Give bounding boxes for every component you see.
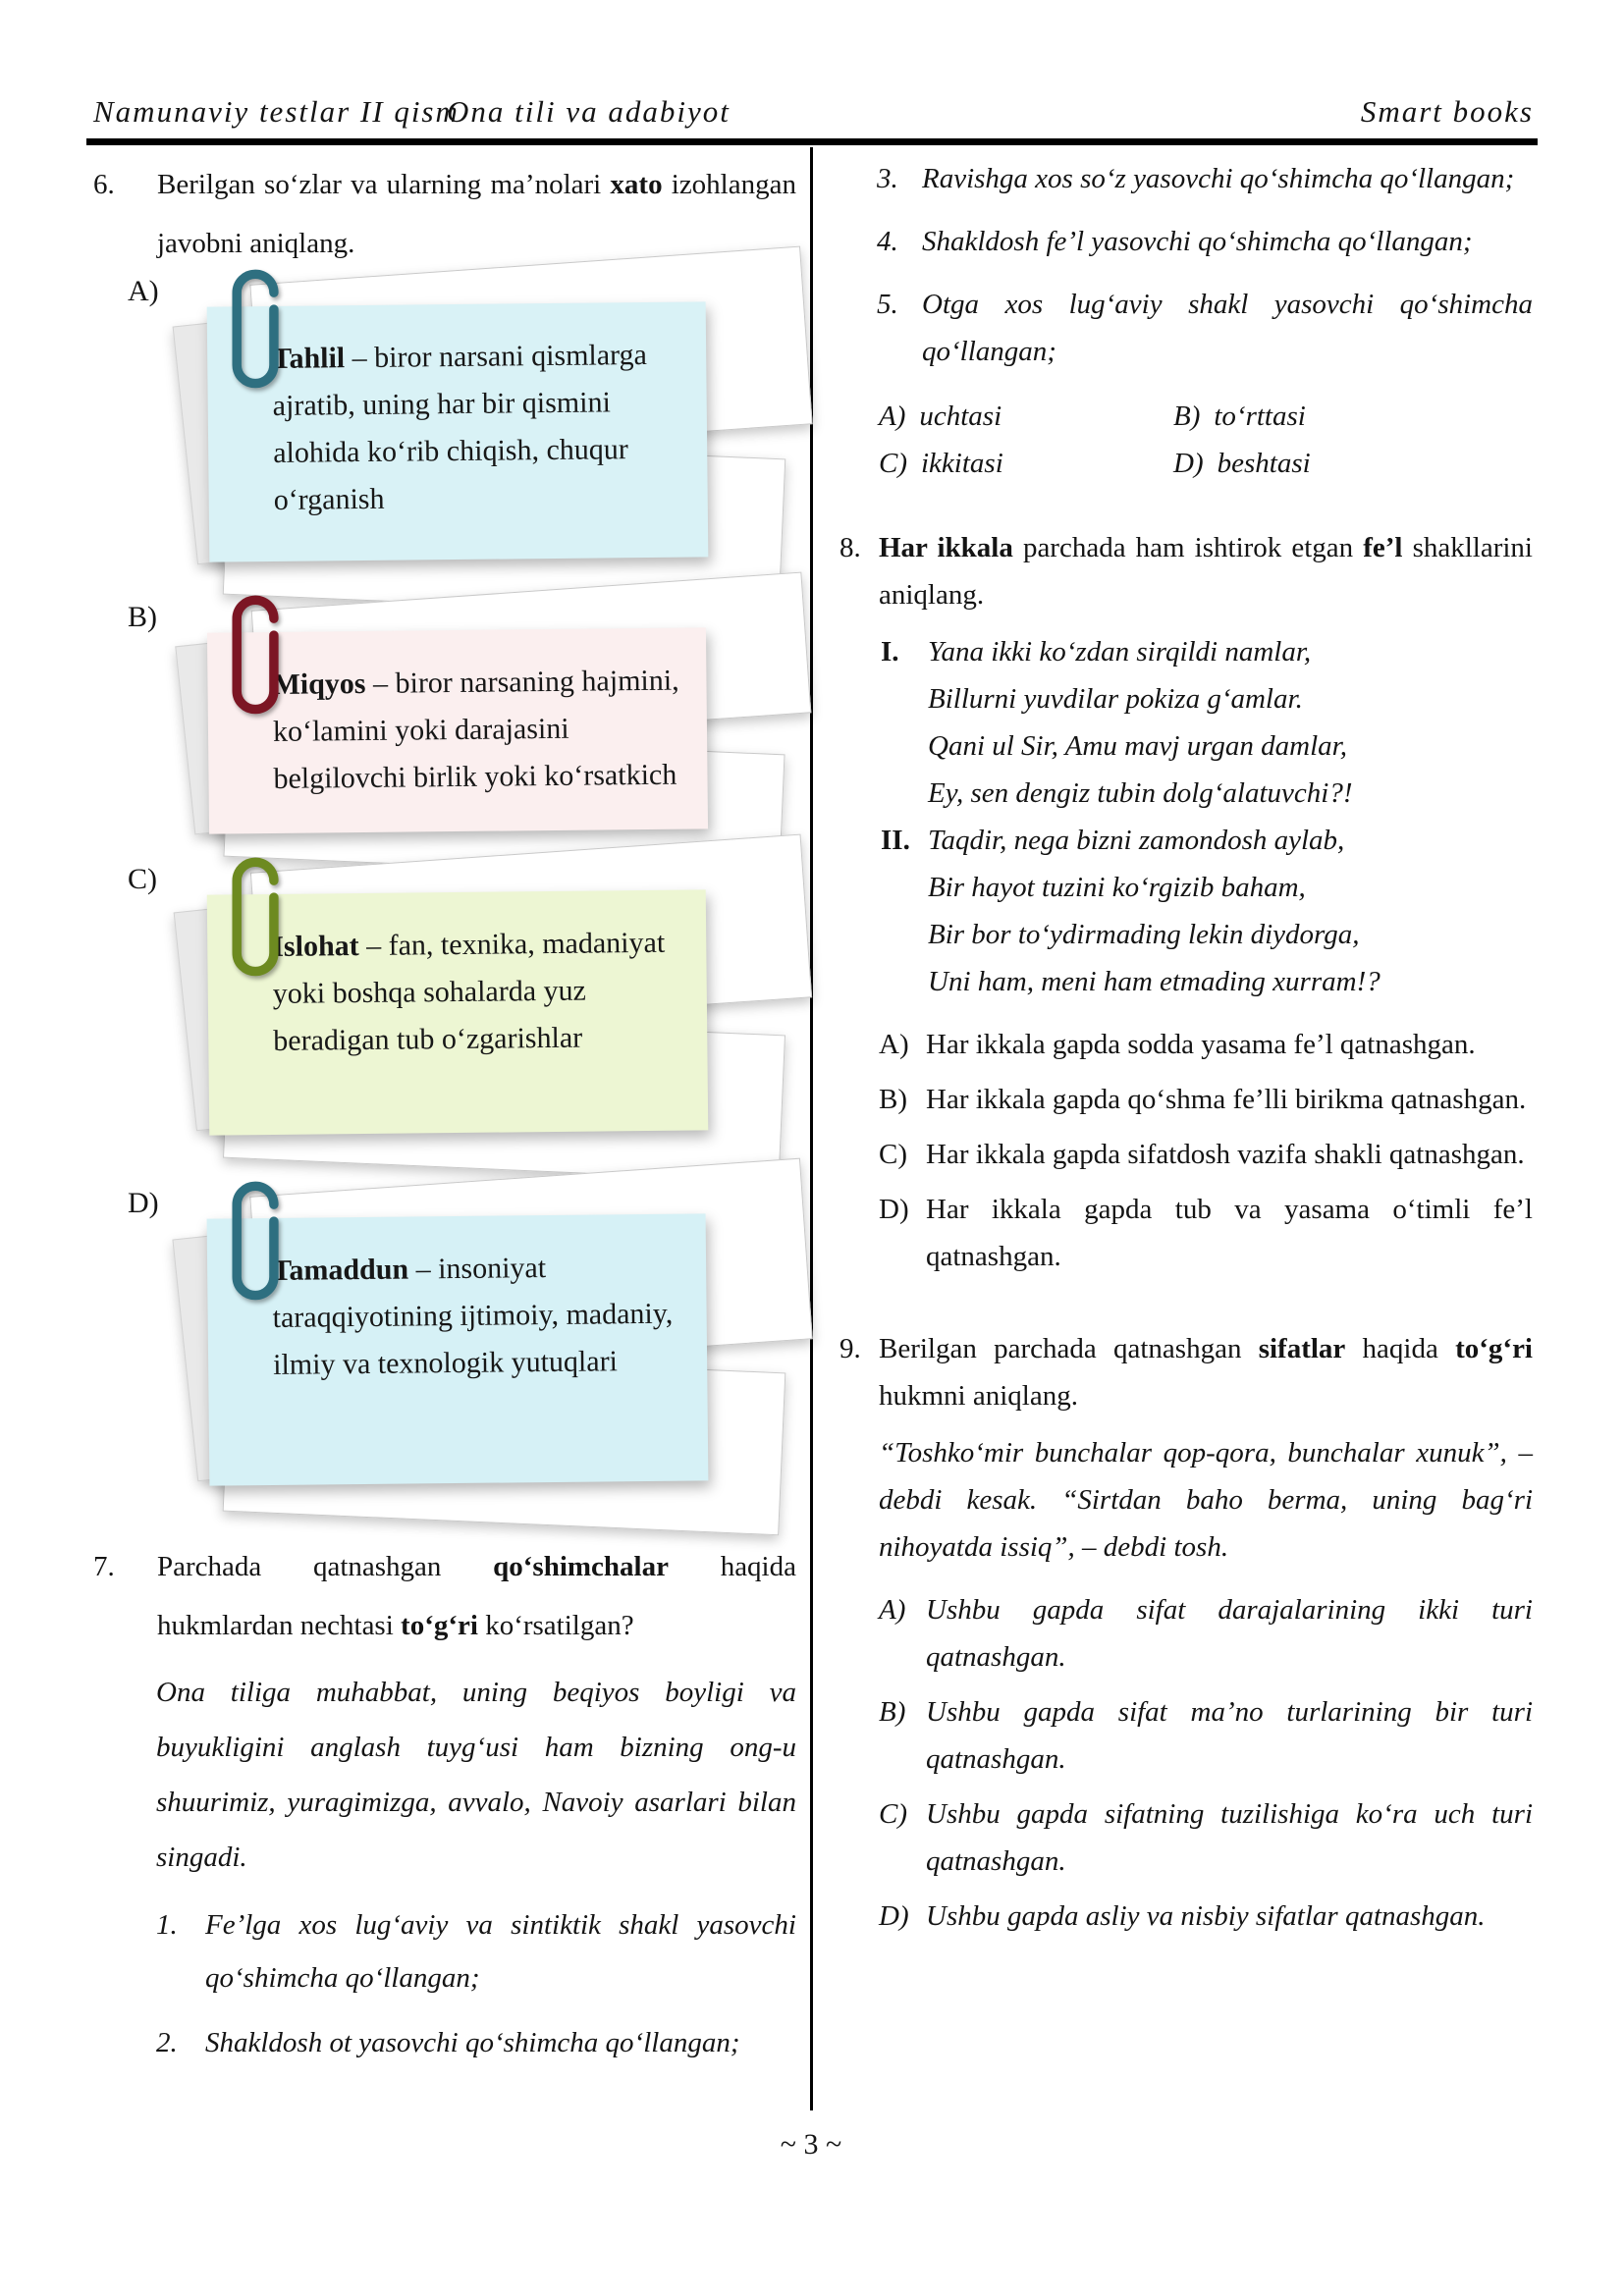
poem-part-1 [881,628,1533,817]
left-column [93,155,796,2069]
statement-2-number: 2. [156,2027,178,2058]
question-9-option-a: A) Ushbu gapda sifat darajalarining ikki turi qatnashgan. [879,1594,1533,1673]
note-card-d [128,1187,830,1510]
question-6-number: 6. [93,169,115,200]
question-7-passage: Ona tiliga muhabbat, uning beqiyos boyligi va buyukligini anglash tuyg‘usi ham bizning ong-u shuurimiz, yuragimizga, avvalo, Navoiy asarlari bilan singadi. [156,1677,796,1873]
term-b: Miqyos [272,667,366,701]
paperclip-icon [224,579,289,728]
term-c: Islohat [272,930,359,963]
question-6-stem: Berilgan so‘zlar va ularning ma’nolari xato izohlangan javobni aniqlang. [157,169,796,259]
header-subject-title: Ona tili va adabiyot [447,94,731,129]
question-7-answers [879,393,1533,487]
question-9 [839,1325,1533,1419]
question-8-option-d: D) Har ikkala gapda tub va yasama o‘timli fe’l qatnashgan. [879,1194,1533,1272]
question-7-number: 7. [93,1551,115,1582]
statement-5-text: Otga xos lug‘aviy shakl yasovchi qo‘shimcha qo‘llangan; [922,289,1533,367]
term-d: Tamaddun [271,1253,409,1287]
header-rule [86,138,1538,145]
statement-3-text: Ravishga xos so‘z yasovchi qo‘shimcha qo‘llangan; [922,163,1515,194]
header-brand: Smart books [1360,94,1534,129]
statement-1 [156,1898,796,2004]
term-a: Tahlil [272,342,346,375]
statement-5-number: 5. [877,289,898,320]
answer-a: A) uchtasi [879,400,1002,432]
right-column [839,155,1533,1948]
note-card-a [128,275,830,593]
statement-2-text: Shakldosh ot yasovchi qo‘shimcha qo‘llangan; [205,2027,740,2058]
question-7-stem: Parchada qatnashgan qo‘shimchalar haqida hukmlardan nechtasi to‘g‘ri ko‘rsatilgan? [157,1551,796,1641]
statement-1-text: Fe’lga xos lug‘aviy va sintiktik shakl yasovchi qo‘shimcha qo‘llangan; [205,1909,796,1994]
note-card-b [128,601,830,855]
question-9-option-b: B) Ushbu gapda sifat ma’no turlarining bir turi qatnashgan. [879,1696,1533,1775]
paperclip-icon [224,841,289,990]
statement-2 [156,2016,796,2069]
statement-5 [877,281,1533,375]
option-a-letter: A) [128,275,159,307]
question-8-option-c: C) Har ikkala gapda sifatdosh vazifa shakli qatnashgan. [879,1139,1525,1170]
definition-b: – biror narsaning hajmini, ko‘lamini yoki darajasini belgilovchi birlik yoki ko‘rsatkich [272,664,679,795]
answer-b: B) to‘rttasi [1173,400,1306,432]
header-section-title: Namunaviy testlar II qism [93,94,460,129]
question-8-option-b: B) Har ikkala gapda qo‘shma fe’lli birikma qatnashgan. [879,1084,1527,1115]
poem-1-lines: Yana ikki ko‘zdan sirqildi namlar, Billurni yuvdilar pokiza g‘amlar. Qani ul Sir, Amu mavj urgan damlar, Ey, sen dengiz tubin dolg‘alatuvchi?! [928,636,1353,809]
statement-3-number: 3. [877,163,898,194]
definition-c: – fan, texnika, madaniyat yoki boshqa sohalarda yuz beradigan tub o‘zgarishlar [272,926,666,1057]
question-8-option-a: A) Har ikkala gapda sodda yasama fe’l qatnashgan. [879,1029,1476,1060]
statement-4-number: 4. [877,226,898,257]
answer-c: C) ikkitasi [879,448,1003,479]
poem-2-lines: Taqdir, nega bizni zamondosh aylab, Bir hayot tuzini ko‘rgizib baham, Bir bor to‘ydirmading lekin diydorga, Uni ham, meni ham etmading xurram!? [928,825,1380,997]
question-8-number: 8. [839,532,861,563]
definition-a: – biror narsani qismlarga ajratib, uning har bir qismini alohida ko‘rib chiqish, chuqur o‘rganish [272,338,648,516]
question-9-option-d: D) Ushbu gapda asliy va nisbiy sifatlar qatnashgan. [879,1900,1486,1932]
question-9-option-c: C) Ushbu gapda sifatning tuzilishiga ko‘ra uch turi qatnashgan. [879,1798,1533,1877]
answer-d: D) beshtasi [1173,448,1311,479]
question-7 [93,1537,796,1655]
paperclip-icon [224,1165,289,1314]
poem-1-label: I. [881,636,899,667]
statement-4 [877,218,1533,265]
option-c-letter: C) [128,863,157,895]
option-b-letter: B) [128,601,157,633]
page-number: ~ 3 ~ [780,2128,842,2161]
poem-2-label: II. [881,825,910,856]
statement-1-number: 1. [156,1909,178,1941]
paperclip-icon [224,253,289,402]
question-9-passage: “Toshko‘mir bunchalar qop-qora, bunchalar xunuk”, – debdi kesak. “Sirtdan baho berma, uning bag‘ri nihoyatda issiq”, – debdi tosh. [879,1437,1533,1563]
question-8-stem: Har ikkala parchada ham ishtirok etgan fe’l shakllarini aniqlang. [879,532,1533,611]
question-9-number: 9. [839,1333,861,1364]
poem-part-2 [881,817,1533,1005]
question-9-stem: Berilgan parchada qatnashgan sifatlar haqida to‘g‘ri hukmni aniqlang. [879,1333,1533,1412]
option-d-letter: D) [128,1187,159,1219]
question-8 [839,524,1533,618]
statement-3 [877,155,1533,202]
definition-d: – insoniyat taraqqiyotining ijtimoiy, madaniy, ilmiy va texnologik yutuqlari [272,1252,674,1381]
note-card-c [128,863,830,1156]
statement-4-text: Shakldosh fe’l yasovchi qo‘shimcha qo‘llangan; [922,226,1473,257]
